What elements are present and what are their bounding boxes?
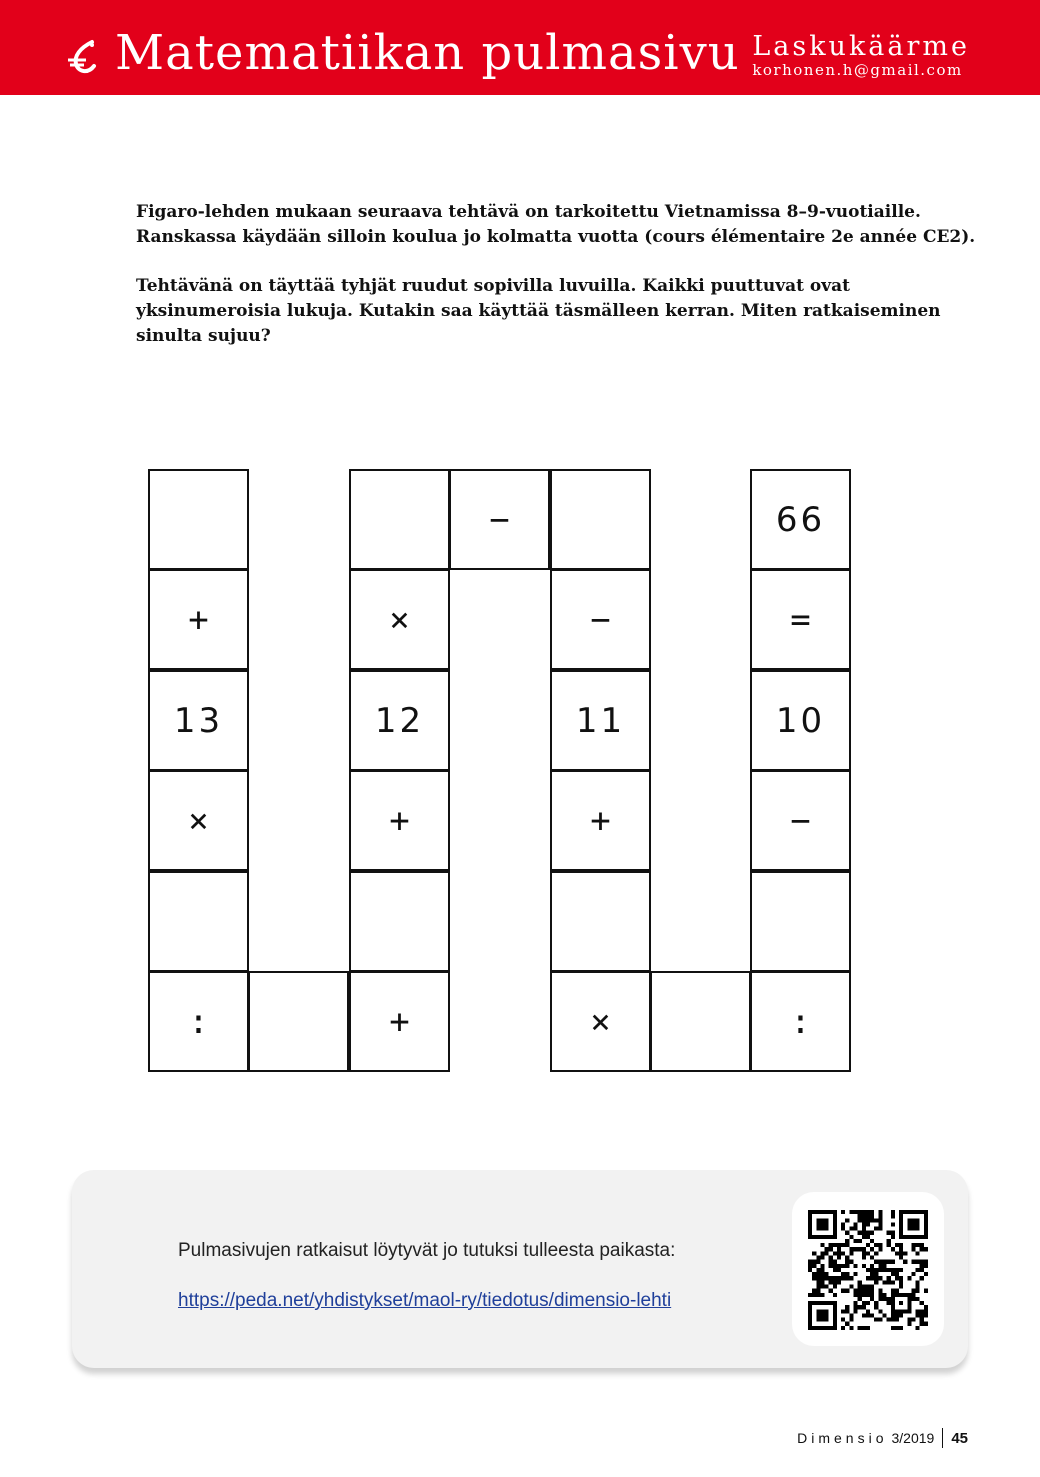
empty-cell[interactable]: [750, 871, 851, 972]
operator-cell: −: [550, 569, 651, 670]
intro-paragraph-2: Tehtävänä on täyttää tyhjät ruudut sopivilla luvuilla. Kaikki puuttuvat ovat yksinumeroisia lukuja. Kutakin saa käyttää täsmälleen kerran. Miten ratkaiseminen sinulta sujuu?: [136, 276, 941, 346]
operator-cell: +: [349, 770, 450, 871]
empty-cell[interactable]: [550, 469, 651, 570]
issue-number: 3/2019: [891, 1430, 935, 1446]
intro-paragraph-1: Figaro-lehden mukaan seuraava tehtävä on tarkoitettu Vietnamissa 8–9-vuotiaille. Ranskassa käydään silloin koulua jo kolmatta vuotta (cours élémentaire 2e année CE2).: [136, 202, 976, 247]
number-puzzle-grid: [148, 469, 852, 1073]
number-cell: 13: [148, 670, 249, 771]
qr-card: [792, 1192, 944, 1346]
operator-cell: −: [750, 770, 851, 871]
page-title: Matematiikan pulmasivu: [115, 25, 740, 81]
empty-cell[interactable]: [650, 971, 751, 1072]
brand-block: [752, 32, 970, 78]
number-cell: 12: [349, 670, 450, 771]
page-footer: [797, 1428, 968, 1448]
solutions-info-box: [72, 1170, 968, 1368]
magazine-name: Dimensio: [797, 1430, 888, 1446]
number-cell: 10: [750, 670, 851, 771]
number-cell: 11: [550, 670, 651, 771]
operator-cell: +: [148, 569, 249, 670]
empty-cell[interactable]: [148, 469, 249, 570]
operator-cell: =: [750, 569, 851, 670]
header-bar: [0, 0, 1040, 95]
operator-cell: +: [550, 770, 651, 871]
operator-cell: ×: [550, 971, 651, 1072]
operator-cell: −: [449, 469, 550, 570]
snake-logo-icon: [66, 38, 102, 78]
empty-cell[interactable]: [550, 871, 651, 972]
operator-cell: ×: [148, 770, 249, 871]
brand-name: Laskukäärme: [752, 31, 970, 62]
contact-email: korhonen.h@gmail.com: [752, 61, 963, 79]
footer-divider: [942, 1428, 943, 1448]
operator-cell: :: [148, 971, 249, 1072]
page-number: 45: [951, 1429, 968, 1447]
empty-cell[interactable]: [349, 871, 450, 972]
qr-code-icon[interactable]: [808, 1210, 928, 1330]
empty-cell[interactable]: [148, 871, 249, 972]
operator-cell: :: [750, 971, 851, 1072]
empty-cell[interactable]: [248, 971, 349, 1072]
number-cell: 66: [750, 469, 851, 570]
solutions-note: Pulmasivujen ratkaisut löytyvät jo tutuksi tulleesta paikasta:: [178, 1240, 676, 1261]
operator-cell: ×: [349, 569, 450, 670]
intro-text: [136, 200, 976, 373]
empty-cell[interactable]: [349, 469, 450, 570]
solutions-link[interactable]: https://peda.net/yhdistykset/maol-ry/tiedotus/dimensio-lehti: [178, 1290, 672, 1311]
operator-cell: +: [349, 971, 450, 1072]
